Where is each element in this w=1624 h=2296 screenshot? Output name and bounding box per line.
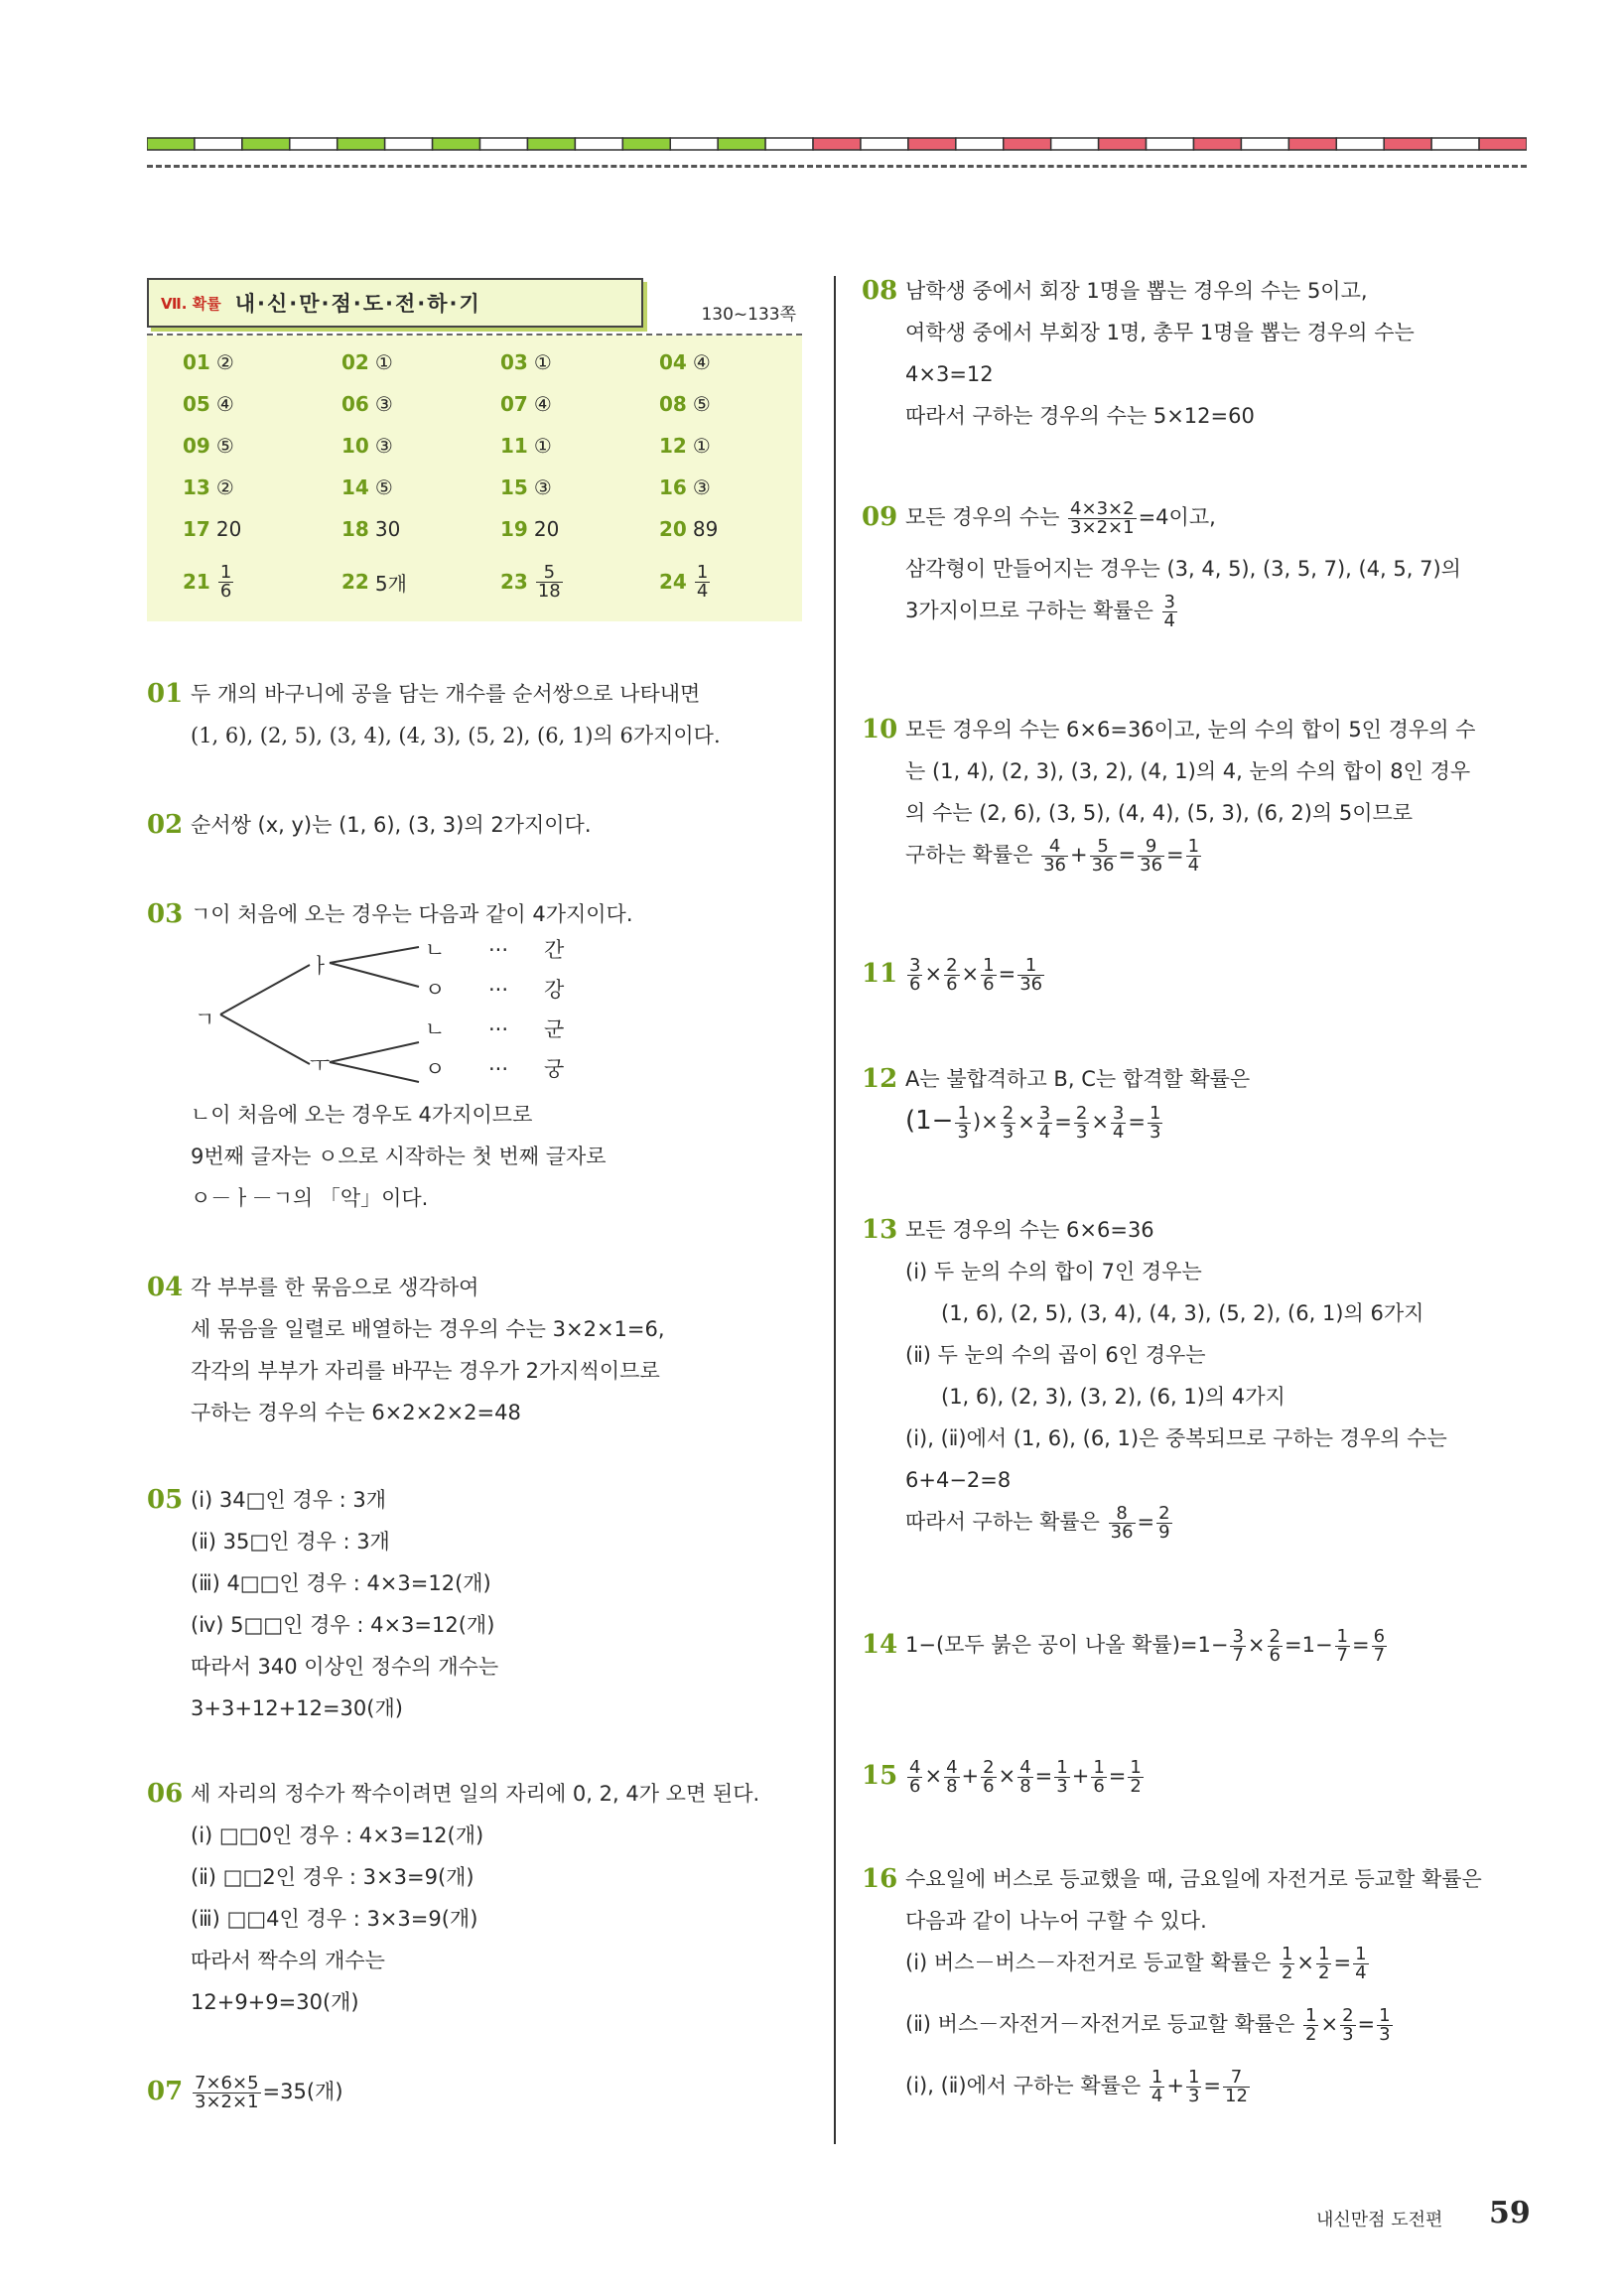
tree-leaf: ㅇ: [425, 1057, 446, 1081]
fraction: $\frac{1}{3}$: [1379, 2004, 1391, 2045]
problem-13: 13 모든 경우의 수는 6×6=36 (ⅰ) 두 눈의 수의 합이 7인 경우는 (1, 6), (2, 5), (3, 4), (4, 3), (5, 2), (6, 1)의 6가지 (ⅱ) 두 눈의 수의 곱이 6인 경우는 (1, 6), (2, 3), (3, 2), (6, 1)의 4가지 (ⅰ), (ⅱ)에서 (1, 6), (6, 1)은 중복되므로 구하는 경우의 수는 6+4−2=8 따라서 구하는 확률은 $\frac{8}{36}$ = $\frac{2}{9}$: [862, 1209, 1537, 1553]
solution-line: ㄱ이 처음에 오는 경우는 다음과 같이 4가지이다.: [191, 902, 633, 926]
operator: =: [1137, 1510, 1155, 1534]
operator: ×: [1320, 2012, 1339, 2036]
problem-05: [147, 1479, 802, 1729]
fraction: $\frac{1}{2}$: [1305, 2004, 1317, 2045]
answer-fraction: $\frac{1}{4}$: [696, 561, 709, 602]
page-range: 130~133쪽: [701, 305, 796, 325]
solution-line: (ⅲ) □□4인 경우 : 3×3=9(개): [191, 1907, 478, 1931]
fraction-expression: [1039, 835, 1203, 876]
solution-line: 남학생 중에서 회장 1명을 뽑는 경우의 수는 5이고,: [905, 279, 1368, 303]
answer-item: [183, 431, 341, 461]
problem-14: 14 1−(모두 붉은 공이 나올 확률)=1− $\frac{3}{7}$ × $\frac{2}{6}$ =1− $\frac{1}{7}$ = $\frac{6}{7}$: [862, 1624, 1537, 1676]
problem-16: 16 수요일에 버스로 등교했을 때, 금요일에 자전거로 등교할 확률은 다음과 같이 나누어 구할 수 있다. (ⅰ) 버스－버스－자전거로 등교할 확률은 $\frac{1}{2}$ × $\frac{1}{2}$ = $\frac{1}{4}$ (ⅱ) 버스－자전거－자전거로 등교할 확률은 $\frac{1}{2}$ × $\frac{2}{3}$ = $\frac{1}{3}$ (ⅰ), (ⅱ)에서 구하는 확률은 $\frac{1}{4}$ + $\frac{1}{3}$ = $\frac{7}{12}$: [862, 1858, 1537, 2126]
operator: )×: [972, 1110, 999, 1134]
answer-value: 5개: [374, 571, 407, 596]
answer-number: 04: [659, 350, 687, 374]
solution-line: (ⅱ) □□2인 경우 : 3×3=9(개): [191, 1865, 474, 1889]
answer-number: 06: [341, 392, 369, 416]
answer-item: [500, 389, 659, 419]
answer-number: 17: [183, 517, 210, 541]
fraction: $\frac{3}{7}$: [1232, 1625, 1244, 1666]
fraction-expression: [953, 1102, 1164, 1143]
solution-line: 모든 경우의 수는 6×6=36이고, 눈의 수의 합이 5인 경우의 수: [905, 718, 1476, 742]
problem-02: [147, 804, 802, 846]
section-title: 내·신·만·점·도·전·하·기: [234, 292, 481, 316]
answer-grid: [147, 336, 802, 621]
answer-number: 11: [500, 434, 528, 458]
operator: =: [1352, 1633, 1370, 1657]
fraction: $\frac{1}{36}$: [1019, 954, 1043, 995]
problem-number: 01: [147, 679, 184, 709]
solution-line: 모든 경우의 수는 6×6=36: [905, 1218, 1154, 1242]
solution-line: 12+9+9=30(개): [191, 1990, 359, 2014]
answer-number: 13: [183, 475, 210, 499]
tree-dots: ···: [488, 1057, 509, 1081]
answer-value: ②: [215, 350, 234, 374]
decorative-top-strip: [147, 135, 1527, 153]
operator: ×: [961, 962, 980, 986]
problem-03: [147, 893, 802, 1219]
operator: ×: [924, 962, 943, 986]
problem-11: [862, 953, 1537, 1005]
answer-number: 21: [183, 570, 210, 594]
tree-leaf: ㅇ: [425, 978, 446, 1002]
problem-number: 11: [862, 959, 898, 989]
operator: =: [1333, 1951, 1352, 1974]
solution-line: 구하는 경우의 수는 6×2×2×2=48: [191, 1401, 521, 1424]
answer-item: [183, 514, 341, 544]
operator: =: [1357, 2012, 1376, 2036]
fraction-expression: [905, 954, 1046, 995]
operator: ×: [1296, 1951, 1314, 1974]
fraction: $\frac{3}{4}$: [1038, 1102, 1051, 1143]
problem-number: 06: [147, 1779, 184, 1809]
operator: +: [1166, 2074, 1184, 2097]
problem-number: 10: [862, 715, 898, 744]
fraction: $\frac{8}{36}$: [1110, 1502, 1134, 1543]
fraction: $\frac{2}{3}$: [1075, 1102, 1088, 1143]
answer-value: ③: [374, 434, 393, 458]
answer-number: 07: [500, 392, 528, 416]
answer-item: [341, 556, 500, 608]
fraction: $\frac{4\times 3\times 2}{3\times 2\times 1}$: [1070, 497, 1135, 538]
problem-number: 02: [147, 810, 184, 840]
answer-item: [659, 431, 808, 461]
answer-number: 05: [183, 392, 210, 416]
fraction: $\frac{1}{6}$: [983, 954, 995, 995]
answer-item: [341, 347, 500, 377]
problem-10: 10 모든 경우의 수는 6×6=36이고, 눈의 수의 합이 5인 경우의 수 는 (1, 4), (2, 3), (3, 2), (4, 1)의 4, 눈의 수의 합이 8인 경우 의 수는 (2, 6), (3, 5), (4, 4), (5, 3), (6, 2)의 5이므로 구하는 확률은 $\frac{4}{36}$ + $\frac{5}{36}$ = $\frac{9}{36}$ = $\frac{1}{4}$: [862, 709, 1537, 885]
tree-word: 군: [544, 1017, 565, 1041]
solution-line: 각 부부를 한 묶음으로 생각하여: [191, 1276, 479, 1299]
solution-line: 세 자리의 정수가 짝수이려면 일의 자리에 0, 2, 4가 오면 된다.: [191, 1782, 760, 1806]
expression-tail: =35(개): [262, 2080, 343, 2103]
solution-line: 따라서 340 이상인 정수의 개수는: [191, 1655, 499, 1679]
solution-line: (1, 6), (2, 5), (3, 4), (4, 3), (5, 2), (6, 1)의 6가지: [941, 1301, 1424, 1325]
answer-number: 14: [341, 475, 369, 499]
answer-item: [659, 473, 808, 502]
fraction-expression: [1301, 2004, 1395, 2045]
tree-branch: ㅏ: [310, 954, 331, 978]
problem-number: 12: [862, 1064, 898, 1094]
tree-word: 간: [544, 938, 565, 962]
solution-line: (1, 6), (2, 5), (3, 4), (4, 3), (5, 2), (6, 1)의 6가지이다.: [191, 724, 721, 747]
fraction: $\frac{6}{7}$: [1373, 1625, 1386, 1666]
answer-number: 24: [659, 570, 687, 594]
solution-line: (ⅰ) □□0인 경우 : 4×3=12(개): [191, 1823, 484, 1847]
answer-value: ①: [533, 434, 552, 458]
problem-08: [862, 270, 1537, 437]
fraction-expression: [1107, 1502, 1174, 1543]
fraction: $\frac{5}{36}$: [1091, 835, 1115, 876]
answer-item: [500, 347, 659, 377]
answer-item: [183, 347, 341, 377]
answer-number: 10: [341, 434, 369, 458]
solution-line: 따라서 구하는 경우의 수는 5×12=60: [905, 404, 1255, 428]
operator: ×: [1247, 1633, 1266, 1657]
answer-fraction: $\frac{5}{18}$: [537, 561, 561, 602]
solution-line: 9번째 글자는 ㅇ으로 시작하는 첫 번째 글자로: [191, 1145, 607, 1168]
fraction: $\frac{1}{4}$: [1187, 835, 1200, 876]
unit-label: Ⅶ. 확률: [161, 294, 221, 313]
operator: =: [1118, 843, 1137, 867]
operator: =: [1203, 2074, 1222, 2097]
solution-line: (ⅰ), (ⅱ)에서 (1, 6), (6, 1)은 중복되므로 구하는 경우의 수는: [905, 1426, 1447, 1450]
solution-line: A는 불합격하고 B, C는 합격할 확률은: [905, 1067, 1251, 1091]
answer-value: ⑤: [374, 475, 393, 499]
answer-item: [500, 473, 659, 502]
answer-value: 89: [692, 517, 719, 541]
problem-07: [147, 2071, 802, 2112]
answer-item: [341, 389, 500, 419]
answer-item: [183, 389, 341, 419]
page-number: 59: [1489, 2196, 1531, 2230]
answer-number: 08: [659, 392, 687, 416]
answer-value: ③: [692, 475, 711, 499]
answer-item: [500, 514, 659, 544]
operator: ×: [924, 1764, 943, 1788]
answer-number: 18: [341, 517, 369, 541]
fraction-expression: [1278, 1943, 1371, 1983]
fraction: $\frac{2}{6}$: [983, 1756, 995, 1797]
tree-word: 강: [544, 978, 565, 1002]
answer-number: 02: [341, 350, 369, 374]
problem-15: [862, 1755, 1537, 1807]
solution-line: 4×3=12: [905, 362, 994, 386]
fraction: $\frac{7\times 6\times 5}{3\times 2\times 1}$: [195, 2072, 259, 2112]
solution-line: 세 묶음을 일렬로 배열하는 경우의 수는 3×2×1=6,: [191, 1317, 665, 1341]
fraction: $\frac{1}{3}$: [957, 1102, 969, 1143]
column-divider: [834, 276, 836, 2144]
answer-number: 03: [500, 350, 528, 374]
header-tab: [147, 278, 643, 328]
answer-number: 15: [500, 475, 528, 499]
fraction: $\frac{1}{2}$: [1318, 1943, 1330, 1983]
fraction-expression: [1148, 2066, 1252, 2106]
problem-number: 04: [147, 1273, 184, 1302]
fraction: $\frac{9}{36}$: [1140, 835, 1163, 876]
solution-line: 3+3+12+12=30(개): [191, 1696, 403, 1720]
answer-value: ③: [533, 475, 552, 499]
solution-line: 는 (1, 4), (2, 3), (3, 2), (4, 1)의 4, 눈의 수의 합이 8인 경우: [905, 759, 1471, 783]
fraction-expression: [1228, 1625, 1389, 1666]
solution-line: 순서쌍 (x, y)는 (1, 6), (3, 3)의 2가지이다.: [191, 813, 592, 837]
solution-line: 다음과 같이 나누어 구할 수 있다.: [905, 1909, 1207, 1933]
tree-dots: ···: [488, 1017, 509, 1041]
answer-value: ⑤: [692, 392, 711, 416]
fraction: $\frac{4}{8}$: [1019, 1756, 1031, 1797]
answer-value: ④: [692, 350, 711, 374]
fraction: $\frac{1}{3}$: [1149, 1102, 1161, 1143]
answer-value: ④: [533, 392, 552, 416]
answer-number: 23: [500, 570, 528, 594]
solution-line: ㄴ이 처음에 오는 경우도 4가지이므로: [191, 1103, 533, 1127]
answer-value: ②: [215, 475, 234, 499]
answer-item: [341, 431, 500, 461]
answer-number: 01: [183, 350, 210, 374]
problem-04: [147, 1267, 802, 1433]
answer-number: 22: [341, 570, 369, 594]
answer-item: [341, 473, 500, 502]
answer-number: 20: [659, 517, 687, 541]
solution-line: (ⅲ) 4□□인 경우 : 4×3=12(개): [191, 1571, 491, 1595]
problem-number: 13: [862, 1215, 898, 1245]
operator: =: [998, 962, 1016, 986]
answer-item: [659, 389, 808, 419]
answer-item: [659, 556, 808, 608]
tree-dots: ···: [488, 938, 509, 962]
answer-item: [183, 473, 341, 502]
fraction: $\frac{1}{2}$: [1281, 1943, 1293, 1983]
solution-line: (ⅱ) 두 눈의 수의 곱이 6인 경우는: [905, 1343, 1206, 1367]
problem-number: 09: [862, 502, 898, 532]
answer-number: 16: [659, 475, 687, 499]
tree-leaf: ㄴ: [425, 938, 446, 962]
problem-number: 07: [147, 2077, 184, 2106]
answer-item: [659, 514, 808, 544]
tree-root: ㄱ: [195, 1008, 215, 1031]
problem-number: 15: [862, 1761, 898, 1791]
fraction: $\frac{4}{6}$: [909, 1756, 921, 1797]
fraction: $\frac{4}{8}$: [946, 1756, 958, 1797]
answer-value: 30: [374, 517, 401, 541]
fraction: $\frac{1}{4}$: [1150, 2066, 1163, 2106]
answer-value: ③: [374, 392, 393, 416]
tree-branch: ㅜ: [310, 1053, 331, 1077]
fraction: $\frac{1}{6}$: [1093, 1756, 1105, 1797]
solution-line: (ⅱ) 35□인 경우 : 3개: [191, 1530, 390, 1553]
answer-number: 09: [183, 434, 210, 458]
fraction: $\frac{3}{4}$: [1112, 1102, 1125, 1143]
tree-diagram: [191, 935, 802, 1094]
fraction: $\frac{2}{3}$: [1342, 2004, 1354, 2045]
solution-line: (ⅰ) 두 눈의 수의 합이 7인 경우는: [905, 1260, 1202, 1283]
fraction: $\frac{1}{7}$: [1336, 1625, 1348, 1666]
operator: ×: [1091, 1110, 1109, 1134]
tree-dots: ···: [488, 978, 509, 1002]
solution-line: 삼각형이 만들어지는 경우는 (3, 4, 5), (3, 5, 7), (4, 5, 7)의: [905, 557, 1461, 581]
section-header: [147, 278, 802, 332]
answer-item: [659, 347, 808, 377]
fraction: $\frac{3}{6}$: [909, 954, 921, 995]
operator: =: [1128, 1110, 1146, 1134]
solution-line: (ⅳ) 5□□인 경우 : 4×3=12(개): [191, 1613, 495, 1637]
answer-item: [500, 431, 659, 461]
answer-value: ④: [215, 392, 234, 416]
answer-value: 20: [215, 517, 242, 541]
fraction: $\frac{2}{6}$: [1269, 1625, 1281, 1666]
solution-line: 각각의 부부가 자리를 바꾸는 경우가 2가지씩이므로: [191, 1359, 660, 1383]
answer-value: 20: [533, 517, 560, 541]
operator: =1−: [1284, 1633, 1333, 1657]
tree-word: 궁: [544, 1057, 565, 1081]
operator: =: [1108, 1764, 1127, 1788]
fraction: $\frac{7}{12}$: [1225, 2066, 1248, 2106]
footer-book-label: 내신만점 도전편: [1316, 2210, 1443, 2230]
top-dashed-divider: [147, 165, 1527, 168]
fraction: $\frac{2}{6}$: [946, 954, 958, 995]
problem-09: 09 모든 경우의 수는 $\frac{4\times 3\times 2}{3\times 2\times 1}$ =4이고, 삼각형이 만들어지는 경우는 (3, 4, 5), (3, 5, 7), (4, 5, 7)의 3가지이므로 구하는 확률은 $\frac{3}{4}$: [862, 496, 1537, 641]
fraction-expression: [905, 1756, 1146, 1797]
problem-number: 14: [862, 1630, 898, 1660]
operator: =: [1034, 1764, 1053, 1788]
fraction: $\frac{1}{3}$: [1187, 2066, 1200, 2106]
solution-line: ㅇ－ㅏ－ㄱ의 「악」이다.: [191, 1186, 429, 1210]
solution-line: 수요일에 버스로 등교했을 때, 금요일에 자전거로 등교할 확률은: [905, 1867, 1482, 1891]
fraction: $\frac{4}{36}$: [1043, 835, 1066, 876]
operator: ×: [998, 1764, 1016, 1788]
operator: =: [1054, 1110, 1072, 1134]
solution-line: 두 개의 바구니에 공을 담는 개수를 순서쌍으로 나타내면: [191, 682, 701, 706]
fraction: $\frac{1}{2}$: [1130, 1756, 1142, 1797]
problem-06: [147, 1773, 822, 2023]
answer-item: [341, 514, 500, 544]
solution-line: 의 수는 (2, 6), (3, 5), (4, 4), (5, 3), (6, 2)의 5이므로: [905, 801, 1414, 825]
fraction: $\frac{2}{3}$: [1002, 1102, 1015, 1143]
fraction: $\frac{1}{4}$: [1355, 1943, 1367, 1983]
tree-leaf: ㄴ: [425, 1017, 446, 1041]
answer-value: ①: [374, 350, 393, 374]
solution-line: 따라서 짝수의 개수는: [191, 1949, 385, 1972]
solution-line: (1, 6), (2, 3), (3, 2), (6, 1)의 4가지: [941, 1385, 1286, 1409]
fraction: $\frac{1}{3}$: [1056, 1756, 1068, 1797]
solution-line: 여학생 중에서 부회장 1명, 총무 1명을 뽑는 경우의 수는: [905, 321, 1415, 344]
solution-line: (ⅰ) 34□인 경우 : 3개: [191, 1488, 387, 1512]
operator: +: [1070, 843, 1088, 867]
problem-number: 03: [147, 899, 184, 929]
answer-value: ⑤: [215, 434, 234, 458]
answer-item: [500, 556, 659, 608]
operator: =: [1166, 843, 1184, 867]
answer-number: 12: [659, 434, 687, 458]
answer-value: ①: [692, 434, 711, 458]
answer-fraction: $\frac{1}{6}$: [219, 561, 232, 602]
answer-item: [183, 556, 341, 608]
problem-number: 05: [147, 1485, 184, 1515]
fraction: $\frac{3}{4}$: [1163, 591, 1175, 631]
solution-line: 6+4−2=8: [905, 1468, 1012, 1492]
operator: +: [961, 1764, 980, 1788]
problem-12: 12 A는 불합격하고 B, C는 합격할 확률은 (1− $\frac{1}{3}$ )× $\frac{2}{3}$ × $\frac{3}{4}$ = $\frac{2}{3}$ × $\frac{3}{4}$ = $\frac{1}{3}$: [862, 1058, 1537, 1151]
problem-01: [147, 673, 802, 756]
answer-number: 19: [500, 517, 528, 541]
problem-number: 08: [862, 276, 898, 306]
answer-value: ①: [533, 350, 552, 374]
fraction: $\frac{2}{9}$: [1158, 1502, 1170, 1543]
left-column: [147, 278, 802, 621]
operator: +: [1071, 1764, 1090, 1788]
problem-number: 16: [862, 1864, 898, 1894]
operator: ×: [1017, 1110, 1035, 1134]
